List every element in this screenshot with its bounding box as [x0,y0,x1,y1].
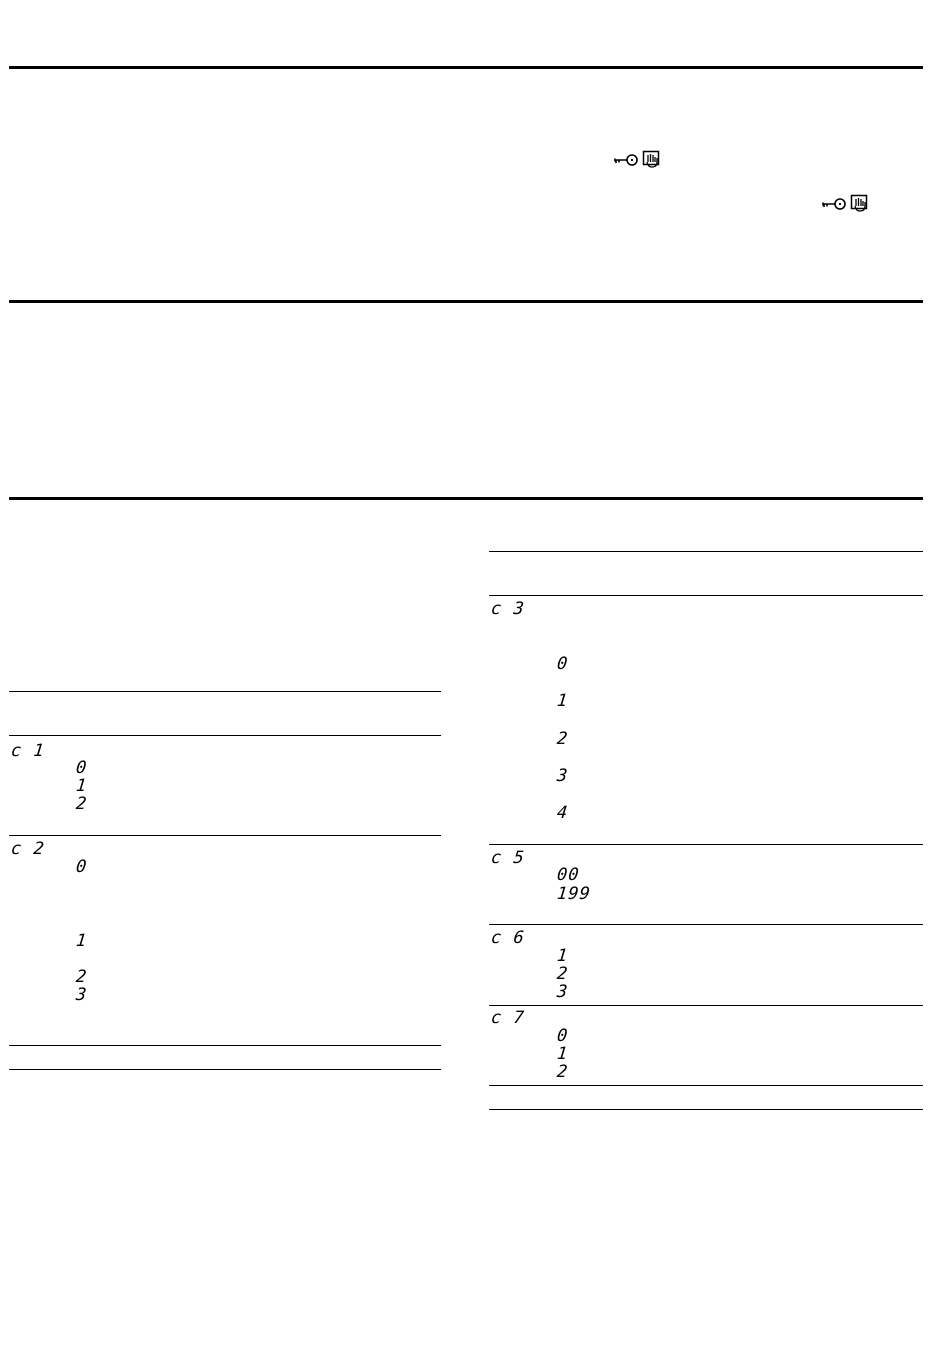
table-rule-bottom [9,1069,441,1070]
option-value: 1 [74,776,89,796]
table-row-divider [9,835,441,836]
section-divider-middle [9,300,923,303]
option-value: 3 [74,985,89,1005]
option-value: 1 [555,691,570,711]
table-row-divider [489,1005,923,1006]
table-rule-header-bottom [489,595,923,596]
option-value: 0 [555,654,570,674]
hand-lock-icon [850,194,870,214]
option-value: 4 [555,803,570,823]
option-value: 0 [74,758,89,778]
option-value: 3 [555,982,570,1002]
table-row-divider [489,1085,923,1086]
key-icon [613,153,639,167]
option-value: 1 [74,931,89,951]
option-value: 0 [555,1026,570,1046]
option-value: 3 [555,766,570,786]
hand-lock-icon [642,150,662,170]
setting-code-c7: c 7 [489,1008,526,1028]
option-value: 2 [555,1062,570,1082]
table-row-divider [9,1045,441,1046]
table-rule-header-bottom [9,735,441,736]
key-icon [821,197,847,211]
option-value: 2 [555,729,570,749]
setting-code-c1: c 1 [9,741,46,761]
table-rule-header-top [9,691,441,692]
table-rule-bottom [489,1109,923,1110]
option-value: 1 [555,946,570,966]
option-value: 0 [74,857,89,877]
table-row-divider [489,924,923,925]
option-value: 1 [555,1044,570,1064]
setting-code-c5: c 5 [489,848,526,868]
setting-code-c6: c 6 [489,928,526,948]
setting-code-c3: c 3 [489,599,526,619]
option-value: 2 [74,967,89,987]
table-row-divider [489,844,923,845]
option-value: 199 [555,884,592,904]
setting-code-c2: c 2 [9,839,46,859]
option-value: 00 [555,865,581,885]
option-value: 2 [555,964,570,984]
option-value: 2 [74,794,89,814]
section-divider-top [9,66,923,69]
section-divider-lower [9,497,923,500]
table-rule-header-top [489,551,923,552]
